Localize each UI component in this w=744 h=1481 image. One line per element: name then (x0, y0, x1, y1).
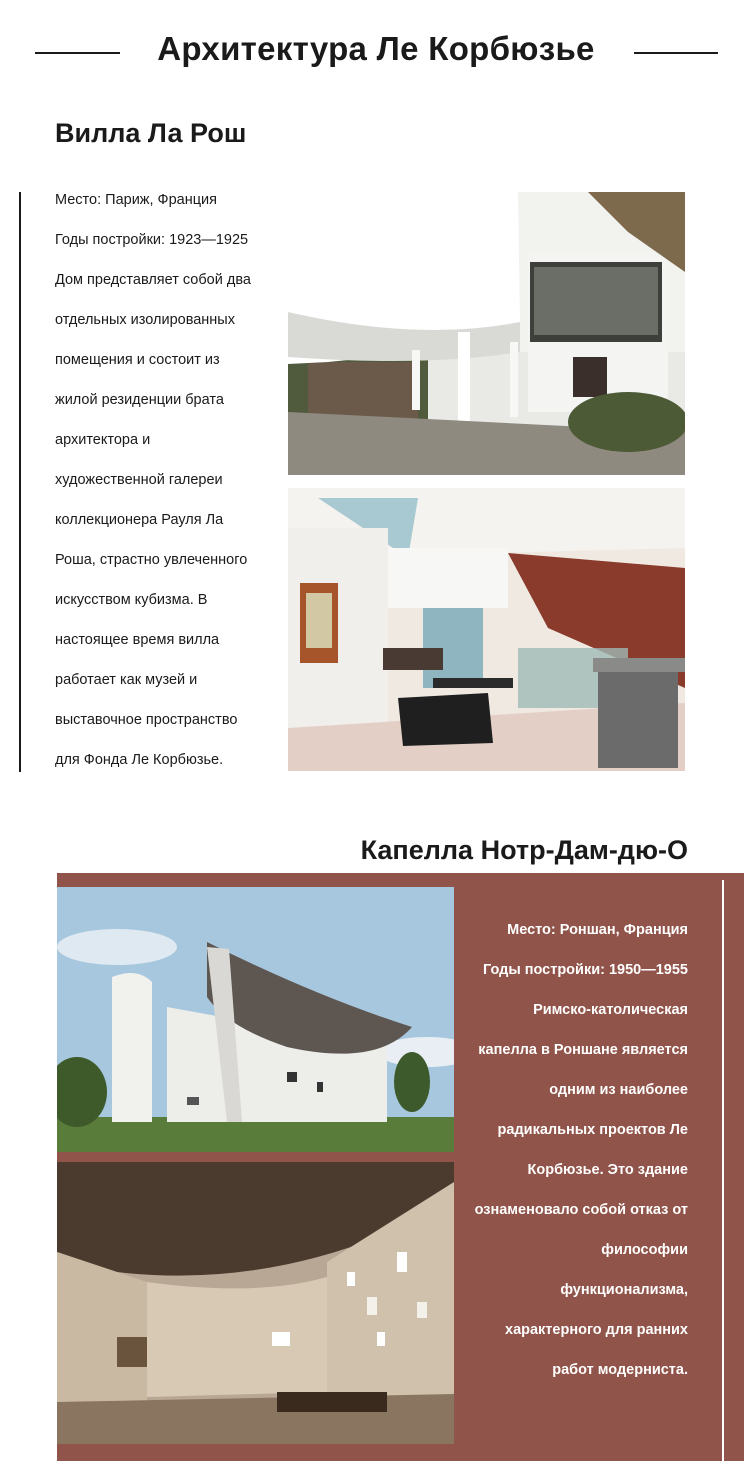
description-line: настоящее время вилла (55, 632, 220, 648)
description-line: для Фонда Ле Корбюзье. (55, 752, 224, 768)
description-line: ознаменовало собой отказ от (474, 1202, 688, 1218)
chapel-interior-photo (57, 1162, 454, 1444)
description-line: выставочное пространство (55, 712, 238, 728)
description-line: работ модерниста. (552, 1362, 688, 1378)
page-title: Архитектура Ле Корбюзье (157, 30, 595, 67)
description-line: философии (601, 1242, 688, 1258)
description-line: Дом представляет собой два (55, 272, 251, 288)
title-rule-right (634, 52, 718, 54)
section-description-ronchamp (428, 910, 688, 1390)
description-line: Годы постройки: 1923—1925 (55, 232, 249, 248)
description-line: искусством кубизма. В (55, 592, 208, 608)
description-line: Место: Париж, Франция (55, 192, 217, 208)
description-line: Римско-католическая (533, 1002, 688, 1018)
description-line: Годы постройки: 1950—1955 (482, 962, 688, 978)
page-header (0, 30, 744, 78)
villa-interior-photo (288, 488, 685, 771)
chapel-exterior-photo (57, 887, 454, 1152)
description-line: Место: Роншан, Франция (507, 922, 688, 938)
section-description-villa-la-roche (55, 180, 285, 780)
description-line: коллекционера Рауля Ла (55, 512, 224, 528)
description-line: капелла в Роншане является (478, 1042, 688, 1058)
description-line: работает как музей и (55, 672, 198, 688)
description-line: отдельных изолированных (55, 312, 235, 328)
description-line: радикальных проектов Ле (497, 1122, 688, 1138)
description-line: одним из наиболее (549, 1082, 688, 1098)
section-heading-villa-la-roche: Вилла Ла Рош (55, 118, 247, 148)
description-line: помещения и состоит из (55, 352, 220, 368)
description-line: Роша, страстно увлеченного (55, 552, 248, 568)
description-line: художественной галереи (55, 472, 223, 488)
description-line: функционализма, (560, 1282, 688, 1298)
section-accent-line (722, 880, 724, 1461)
section-accent-line (19, 192, 21, 772)
description-line: архитектора и (55, 432, 151, 448)
villa-exterior-photo (288, 192, 685, 475)
description-line: Корбюзье. Это здание (527, 1162, 688, 1178)
description-line: характерного для ранних (505, 1322, 688, 1338)
description-line: жилой резиденции брата (55, 392, 224, 408)
section-heading-ronchamp: Капелла Нотр-Дам-дю-О (360, 835, 688, 865)
